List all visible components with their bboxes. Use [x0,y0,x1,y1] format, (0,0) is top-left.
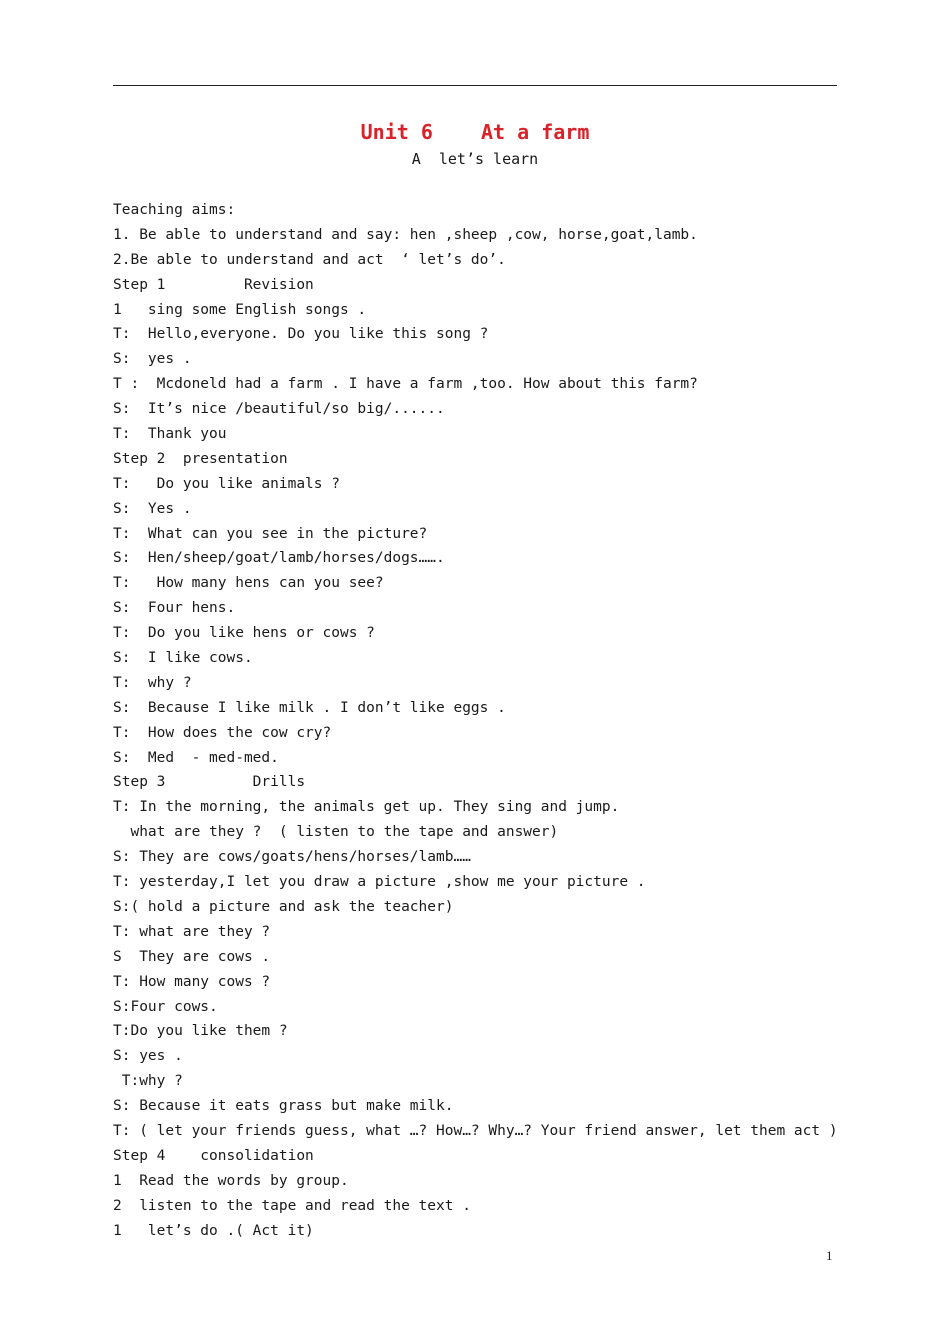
text-line: S: Hen/sheep/goat/lamb/horses/dogs……. [113,550,445,567]
lesson-body [113,198,843,1243]
text-line: T: Do you like hens or cows ? [113,625,375,642]
text-line: T: How many cows ? [113,973,271,990]
page-number: 1 [826,1248,833,1263]
text-line: 2.Be able to understand and act ‘ let’s do’. [113,251,506,268]
text-line: 1. Be able to understand and say: hen ,sheep ,cow, horse,goat,lamb. [113,226,698,243]
header-rule [113,85,837,86]
text-line: Teaching aims: [113,202,236,218]
text-line: S: yes . [113,1048,183,1065]
text-line: T:Do you like them ? [113,1023,288,1040]
text-line: T: Thank you [113,426,227,443]
text-line: S: Because I like milk . I don’t like eggs . [113,699,506,716]
text-line: S: Med - med-med. [113,749,279,766]
text-line: T: In the morning, the animals get up. They sing and jump. [113,799,620,816]
text-line: 2 listen to the tape and read the text . [113,1197,471,1214]
text-line: T: ( let your friends guess, what …? How…? Why…? Your friend answer, let them act ) [113,1122,838,1139]
text-line: what are they ? ( listen to the tape and answer) [113,824,559,841]
text-line: Step 2 presentation [113,450,288,467]
text-line: T: yesterday,I let you draw a picture ,show me your picture . [113,874,646,891]
text-line: S: They are cows/goats/hens/horses/lamb…… [113,849,471,866]
text-line: T: What can you see in the picture? [113,525,428,542]
text-line: S: yes . [113,351,192,368]
text-line: S:Four cows. [113,998,218,1015]
text-line: T: How many hens can you see? [113,575,384,592]
text-line: S: Four hens. [113,600,236,617]
text-line: T: Hello,everyone. Do you like this song ? [113,326,489,343]
text-line: S:( hold a picture and ask the teacher) [113,898,454,915]
text-line: T : Mcdoneld had a farm . I have a farm ,too. How about this farm? [113,376,698,393]
text-line: S They are cows . [113,948,271,965]
text-line: Step 4 consolidation [113,1147,314,1164]
text-line: S: Because it eats grass but make milk. [113,1098,454,1115]
text-line: 1 sing some English songs . [113,301,367,318]
text-line: 1 Read the words by group. [113,1172,349,1189]
text-line: T: Do you like animals ? [113,475,340,492]
text-line: T: what are they ? [113,923,271,940]
text-line: 1 let’s do .( Act it) [113,1222,314,1239]
text-line: S: It’s nice /beautiful/so big/...... [113,401,445,418]
text-line: Step 1 Revision [113,276,314,293]
text-line: T: why ? [113,674,192,691]
text-line: S: I like cows. [113,650,253,667]
page-title: Unit 6 At a farm [360,120,590,144]
text-line: S: Yes . [113,500,192,517]
text-line: T:why ? [113,1073,183,1090]
text-line: T: How does the cow cry? [113,724,332,741]
text-line: Step 3 Drills [113,774,306,791]
page-subtitle: A let’s learn [411,150,539,168]
